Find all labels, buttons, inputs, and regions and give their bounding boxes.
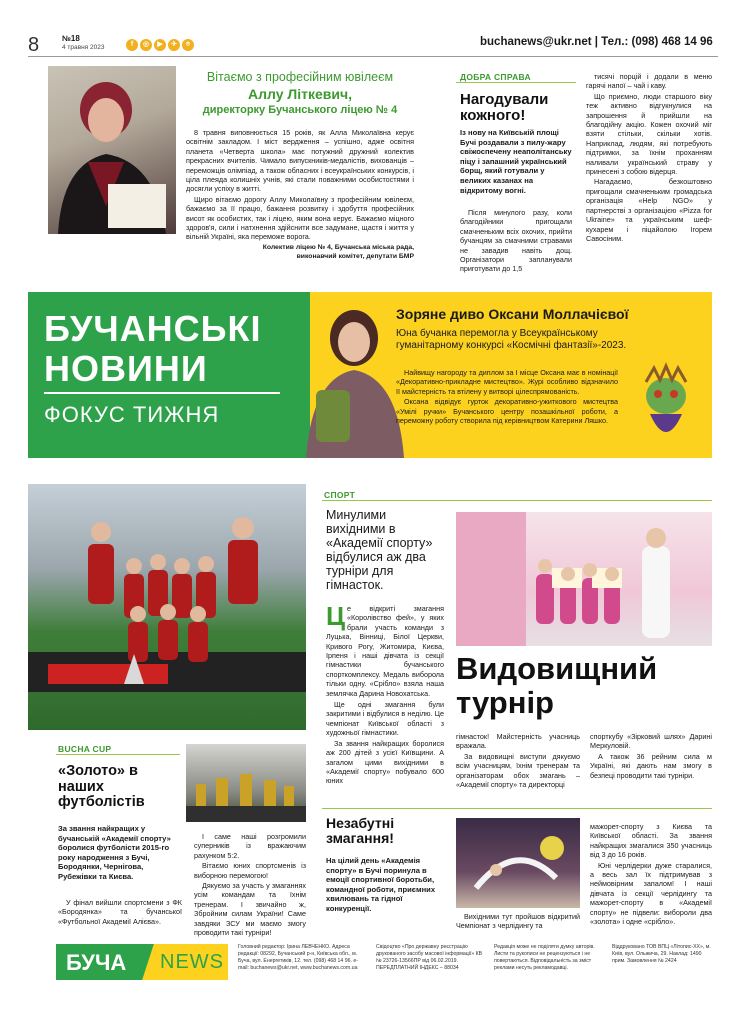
sport-intro: Минулими вихідними в «Академії спорту» відбулися аж два турніри для гімнасток. [326, 508, 433, 592]
cheer-text-2: мажорет-спорту з Києва та Київської області. За звання найкращих змагалися 350 учасниць від 3 до 16 років. Юні черлідерки дуже старалися, а весь зал їх підтримував з неймовірним запалом! І наші дівчата із секції черлідингу та мажорет-спорту в «Академії спорту» не підвели: вибороли два «золота» і одне «срібло». [590, 822, 712, 927]
cheerleader-photo [456, 818, 580, 908]
sport-headline: Видовищний турнір [456, 651, 658, 720]
charity-text-1: Після минулого разу, коли благодійники пригощали смачненьким всіх охочих, прийти бучанцям за смачними стравами не завадив навіть дощ. Організатори запланували приготувати до 1,5 [460, 208, 572, 274]
sport-kicker: СПОРТ [324, 490, 356, 500]
craft-doll-photo [624, 362, 708, 452]
cheer-lead: На цілий день «Академія спорту» в Бучі поринула в емоції спортивної боротьби, командної роботи, приємних хвилювань та гідної конкуренції. [326, 856, 436, 913]
sport-text-1: Ц е відкриті змагання «Королівство фей», у яких брали участь команди з Луцька, Вінниці, Білої Церкви, Кривого Рогу, Житомира, Києва, Ірпеня і наші дівчата із секції гімнастики бучанського спорткомплексу. Медаль виборола тільки одну. «Срібло» взяла наша землячка Дарина Новохатська. Ще одні змагання були закритими і відбулися в неділю. Це чемпіонат Київської області з художньої гімнастики. За звання найкращих боролися аж 200 дітей з усієї Київщини. А загалом цими вихідними в «Академії спорту» побувало 600 юних [326, 601, 444, 786]
football-team-photo [28, 484, 306, 730]
footer-registration: Свідоцтво «Про державну реєстрацію друкованого засобу масової інформації» КВ № 23726-13566ПР від 06.02.2019. ПЕРЕДПЛАТНИЙ ІНДЕКС – 88034 [376, 944, 483, 971]
social-icons [126, 36, 196, 54]
sport-text-3: спорткубу «Зірковий шлях» Дарині Меркуловій. А також 36 рейним сила м Україні, які дають нам змогу в безпеці проводити такі турніри. [590, 732, 712, 780]
issue-number: №18 [62, 34, 80, 43]
focus-banner [28, 292, 712, 458]
charity-rule [456, 82, 576, 83]
jubilee-text: 8 травня виповнюється 15 років, як Алла Миколаївна керує освітнім закладом. І міст вердження – успішно, адже освітня планета «Четверта школа» має потужний дружний колектив прекрасних вчителів. Чимало випускників-медалістів, вихованців – переможців олімпіад, а також обласних і всеукраїнських конкурсів, і ціла плеяда колишніх учнів, які стали поважними особистостями і досягли успіху в житті. Щиро вітаємо дорогу Аллу Миколаївну з професійним ювілеєм, бажаємо за її працю, бажання розвитку і здобуття професійних висот як особистих, так і ліцею, яким вона керує. Бажаємо міцного здоров'я, сили і натхнення здійснити все задумане, щастя і життя у вільній Україні, яка переможе ворога. Колектив ліцею № 4, Бучанська міська рада, виконавчий комітет, депутати БМР [186, 128, 414, 261]
banner-article-subtitle: Юна бучанка перемогла у Всеукраїнському гуманітарному конкурсі «Космічні фантазії»-2023. [396, 328, 627, 351]
banner-article-text: Найвищу нагороду та диплом за I місце Оксана має в номінації «Декоративно-прикладне мистецтво». Журі особливо відзначило її майстерність та втілену у витворі цілеспрямованість. Оксана відвідує гурток декоративно-ужиткового мистецтва «Умілі ручки» Бучанського центру позашкільної роботи, а переможну роботу створила під керівництвом Катерини Ляшко. [396, 368, 618, 426]
cheer-text-1: Вихідними тут пройшов відкритий Чемпіонат з черлідингу та [456, 912, 580, 931]
banner-title-1: БУЧАНСЬКІ [44, 308, 262, 349]
football-rule [56, 754, 180, 755]
viber-icon[interactable]: ⌾ [182, 39, 194, 51]
facebook-icon[interactable]: f [126, 39, 138, 51]
sport-text-2: гімнасток! Майстерність учасниць вражала. За видовищні виступи дякуємо всім учасницям, їхнім тренерам та організаторам обох змагань – «Академії спорту» та директорці [456, 732, 580, 790]
email-link[interactable]: buchanews@ukr.net [480, 36, 592, 48]
youtube-icon[interactable]: ▶ [154, 39, 166, 51]
sport-rule [322, 500, 712, 501]
cheer-title: Незабутні змагання! [326, 815, 395, 847]
footer-printing: Віддруковано ТОВ ВПЦ «Літопис-XX», м. Київ, вул. Ольжича, 29. Наклад: 1490 прим. Замовлення № 2424 [612, 944, 711, 964]
football-kicker: BUCHA CUP [58, 744, 112, 754]
banner-article-title: Зоряне диво Оксани Моллачієвої [396, 306, 629, 322]
page-number: 8 [28, 34, 40, 56]
football-title: «Золото» в наших футболістів [58, 763, 145, 811]
charity-kicker: ДОБРА СПРАВА [460, 72, 531, 82]
banner-title-2: НОВИНИ [44, 348, 208, 389]
banner-subtitle: ФОКУС ТИЖНЯ [44, 402, 220, 427]
header-rule [28, 56, 718, 57]
charity-title: Нагодували кожного! [460, 91, 549, 125]
charity-lead: Із нову на Київській площі Бучі роздавали з пилу-жару свіжоспечену неаполітанську піцу і запашний український борщ, який готували у великих казанах на відкритому вогні. [460, 128, 572, 195]
issue-date: 4 травня 2023 [62, 44, 105, 51]
header-contacts [480, 36, 713, 48]
football-text-2: І саме наші розгромили суперників із вражаючим рахунком 5:2. Вітаємо юних спортсменів із виборною перемогою! Дякуємо за участь у змаганнях усім командам та їхнім тренерам. І звичайно ж, Збройним силам України! Саме завдяки ЗСУ ми маємо змогу проводити такі турніри! [194, 832, 306, 938]
dropcap: Ц [326, 601, 345, 631]
football-lead: За звання найкращих у бучанській «Академії спорту» боролися футболісти 2015-го року народження з Бучі, Бородянки, Чернігова, Рубежівки та Києва. [58, 824, 171, 881]
trophies-photo [186, 744, 306, 822]
footer-editor: Головний редактор: Ірина ЛЕВЧЕНКО. Адреса редакції: 08292, Бучанський р-н, Київська обл., м. Буча, вул. Енергетиків, 12. тел. (098) 468 14 96. e-mail: buchanews@ukr.net, www.buchanews.com.ua [238, 944, 359, 971]
girl-photo [300, 298, 408, 458]
footer-disclaimer: Редакція може не поділяти думку авторів. Листи та рукописи не рецензуються і не повертаються. Відповідальність за зміст реклами несуть рекламодавці. [494, 944, 595, 971]
telegram-icon[interactable]: ✈ [168, 39, 180, 51]
director-photo [48, 66, 176, 234]
football-text-1: У фінал вийшли спортсмени з ФК «Бородянка» та бучанської «Футбольної Академії Алієва». [58, 898, 182, 926]
footer-logo: БУЧА NEWS [56, 944, 228, 980]
phone: | Тел.: (098) 468 14 96 [594, 36, 713, 48]
instagram-icon[interactable]: ◎ [140, 39, 152, 51]
banner-divider [44, 392, 280, 394]
sport-bottom-rule [322, 808, 712, 809]
jubilee-title: Вітаємо з професійним ювілеєм Аллу Літкевич, директорку Бучанського ліцею № 4 [202, 70, 398, 116]
gymnasts-photo [456, 512, 712, 646]
charity-text-2: тисячі порцій і додали в меню гарячі напої – чай і каву. Що приємно, люди старшого віку теж активно відгукнулися на запрошення й прийшли на благодійну акцію. Кожен охочий міг взяти стільки, скільки хотів. Наприклад, людям, які потребують підтримки, за їхнім проханням наливали український страву у принесені з собою відерця. Нагадаємо, безкоштовно пригощали смачненьким громадська організація «Help NGO» у партнерстві з організацією «Pizza for Ukraine» та українським шеф-кухарем і піцайолою Ігорем Савосіним. [586, 72, 712, 243]
